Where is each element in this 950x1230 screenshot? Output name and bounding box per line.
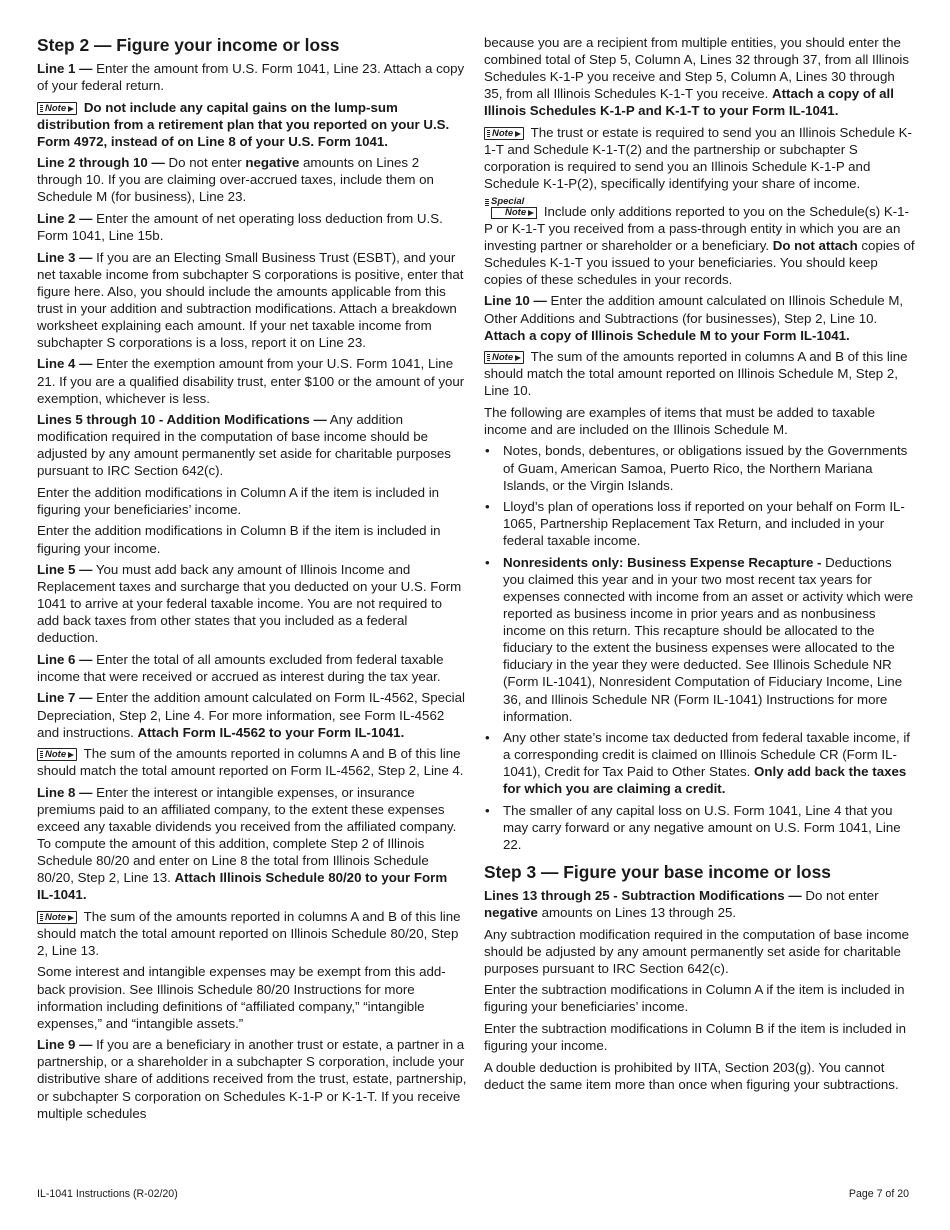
lines5-10-paragraph <box>37 411 467 479</box>
footer-page-number: Page 7 of 20 <box>848 1188 909 1200</box>
line3-paragraph <box>37 249 467 352</box>
line10-label: Line 10 — <box>484 293 547 309</box>
note-line10-text: The sum of the amounts reported in columns A and B of this line should match the total amount reported on Illinois Schedule M, Step 2, Line 10. <box>484 349 908 399</box>
special-note-icon-bottom: Note <box>491 208 537 219</box>
line9-continued <box>484 34 916 119</box>
right-column <box>484 34 916 1097</box>
line6-paragraph <box>37 651 467 685</box>
subtraction-adjust-paragraph: Any subtraction modification required in the computation of base income should be adjusted by any amount permanently set aside for charitable purposes pursuant to IRC Section 642(c). <box>484 926 910 976</box>
lines2-10-paragraph <box>37 154 467 205</box>
line7-attach: Attach Form IL-4562 to your Form IL-1041. <box>137 724 405 740</box>
list-item-bold: Only add back the taxes for which you are claiming a credit. <box>503 764 907 797</box>
line9-text: If you are a beneficiary in another trust or estate, a partner in a partnership, or a shareholder in a subchapter S corporation, include your distributive share of additions received from the trust, estate, partnership, or subchapter S corporation on Schedules K-1-P or K-1-T. If you receive multiple schedules <box>37 1037 467 1121</box>
line8-paragraph <box>37 784 467 904</box>
subtraction-column-b-paragraph: Enter the subtraction modifications in Column B if the item is included in figuring your income. <box>484 1020 907 1054</box>
special-note-bold: Do not attach <box>772 237 858 253</box>
line6-label: Line 6 — <box>37 651 93 667</box>
note-icon: Note <box>484 127 524 140</box>
line1-paragraph <box>37 60 467 94</box>
line1-text: Enter the amount from U.S. Form 1041, Line 23. Attach a copy of your federal return. <box>37 61 465 94</box>
lines2-10-text2: amounts on Lines 2 through 10. If you are claiming over-accrued taxes, include them on Schedule M (for business), Line 23. <box>37 155 434 205</box>
special-note <box>484 197 916 288</box>
line9-label: Line 9 — <box>37 1037 93 1053</box>
note-line10 <box>484 348 916 399</box>
line10-attach: Attach a copy of Illinois Schedule M to your Form IL-1041. <box>484 327 850 343</box>
line5-paragraph <box>37 561 467 646</box>
note-capital-gains-text: Do not include any capital gains on the lump-sum distribution from a retirement plan that you reported on your U.S. Form 4972, instead of on Line 8 of your U.S. Form 1041. <box>37 99 450 149</box>
left-column <box>37 34 467 1126</box>
line4-paragraph <box>37 355 467 406</box>
line6-text: Enter the total of all amounts excluded from federal taxable income that were received or accrued as interest during the tax year. <box>37 651 444 684</box>
line7-paragraph <box>37 689 467 740</box>
examples-intro: The following are examples of items that must be added to taxable income and are included on the Illinois Schedule M. <box>484 404 875 437</box>
list-item <box>484 729 916 797</box>
note-icon: Note <box>484 351 524 364</box>
lines13-25-text1: Do not enter <box>801 888 879 904</box>
line2-label: Line 2 — <box>37 210 93 226</box>
line7-label: Line 7 — <box>37 690 93 706</box>
line5-label: Line 5 — <box>37 562 93 578</box>
lines13-25-label: Lines 13 through 25 - Subtraction Modifications — <box>484 888 802 904</box>
line1-label: Line 1 — <box>37 61 93 76</box>
line7-text: Enter the addition amount calculated on Form IL-4562, Special Depreciation, Step 2, Line 4. For more information, see Form IL-4562 and instructions. <box>37 690 465 740</box>
line9-paragraph <box>37 1036 467 1121</box>
lines2-10-negative: negative <box>245 155 300 171</box>
special-note-text2: copies of Schedules K-1-T you issued to your beneficiaries. You should keep copies of these schedules in your records. <box>484 237 915 287</box>
lines13-25-negative: negative <box>484 905 538 921</box>
step2-heading: Step 2 — Figure your income or loss <box>37 35 340 55</box>
note-capital-gains <box>37 99 467 150</box>
line8-text: Enter the interest or intangible expenses, or insurance premiums paid to an affiliated company, to the extent these expenses exceed any taxable dividends you received from the affiliated company. To compute the amount of this addition, complete Step 2 of Illinois Schedule 80/20 and enter on Line 8 the total from Illinois Schedule 80/20, Step 2, Line 13. <box>37 784 457 886</box>
line5-text: You must add back any amount of Illinois Income and Replacement taxes and surcharge that you deducted on your U.S. Form 1041 to arrive at your federal taxable income. You are not required to add back taxes from other states that you included as a federal deduction. <box>37 562 462 646</box>
special-note-text1: Include only additions reported to you on the Schedule(s) K-1-P or K-1-T you received from a pass-through entity in which you are an investing partner or shareholder or a beneficiary. <box>484 203 909 253</box>
note-icon: Note <box>37 102 77 115</box>
line8-label: Line 8 — <box>37 784 93 800</box>
lines13-25-text2: amounts on Lines 13 through 25. <box>537 905 737 921</box>
list-item-text: Deductions you claimed this year and in your two most recent tax years for expenses connected with income from an asset or activity which were reported as business income in prior years and as nonbusiness income on this return. This recapture should be allocated to the fiduciary to the extent the business expenses were allocated to the fiduciary in the year they were deducted. See Illinois Schedule NR (Form IL-1041), Nonresident Computation of Fiduciary Income, Line 36, and Illinois Schedule NR (Form IL-1041) Instructions for more information. <box>503 554 914 724</box>
list-item-bold: Nonresidents only: Business Expense Recapture - <box>503 554 822 570</box>
addition-examples-list <box>484 442 916 853</box>
note-line7 <box>37 745 467 779</box>
line9-continued-text: because you are a recipient from multiple entities, you should enter the combined total of Step 5, Column A, Lines 32 through 37, from all Illinois Schedules K-1-P you receive and Step 5, Column A, Lines 30 through 35, from all Illinois Schedules K-1-T you receive. <box>484 35 910 102</box>
lines2-10-label: Line 2 through 10 — <box>37 155 165 171</box>
exempt-paragraph: Some interest and intangible expenses may be exempt from this add-back provision. See Illinois Schedule 80/20 Instructions for more information including definitions of “affiliated company,” “intangible expenses,” and “intangible assets.” <box>37 964 446 1031</box>
line4-label: Line 4 — <box>37 356 93 372</box>
note-line8-text: The sum of the amounts reported in columns A and B of this line should match the total amount reported on Illinois Schedule 80/20, Step 2, Line 13. <box>37 908 461 958</box>
list-item: • Lloyd’s plan of operations loss if reported on your behalf on Form IL-1065, Partnership Replacement Tax Return, and included in your federal taxable income. <box>484 498 916 549</box>
special-note-icon-top: Special <box>491 197 537 208</box>
lines5-10-label: Lines 5 through 10 - Addition Modifications — <box>37 412 327 428</box>
line8-attach: Attach Illinois Schedule 80/20 to your Form IL-1041. <box>37 870 448 903</box>
subtraction-column-a-paragraph: Enter the subtraction modifications in Column A if the item is included in figuring your beneficiaries’ income. <box>484 982 905 1015</box>
line3-label: Line 3 — <box>37 249 93 265</box>
line10-paragraph <box>484 292 916 343</box>
note-icon: Note <box>37 748 77 761</box>
lines13-25-paragraph <box>484 887 916 921</box>
note-icon: Note <box>37 911 77 924</box>
note-trust-estate <box>484 124 916 192</box>
list-item-text: Any other state’s income tax deducted from federal taxable income, if a corresponding credit is claimed on Illinois Schedule CR (Form IL-1041), Credit for Tax Paid to Other States. <box>503 730 911 780</box>
line4-text: Enter the exemption amount from your U.S. Form 1041, Line 21. If you are a qualified disability trust, enter $100 or the amount of your exemption, whichever is less. <box>37 356 465 406</box>
footer-form-id: IL-1041 Instructions (R-02/20) <box>37 1188 178 1200</box>
list-item: • The smaller of any capital loss on U.S. Form 1041, Line 4 that you may carry forward or any negative amount on U.S. Form 1041, Line 22. <box>484 802 916 853</box>
note-trust-text: The trust or estate is required to send you an Illinois Schedule K-1-T and Schedule K-1-T(2) and the partnership or subchapter S corporation is required to send you an Illinois Schedule K-1-P and Schedule K-1-P(2), specifically identifying your share of income. <box>484 124 912 192</box>
note-line7-text: The sum of the amounts reported in columns A and B of this line should match the total amount reported on Form IL-4562, Step 2, Line 4. <box>37 746 464 779</box>
lines5-10-text: Any addition modification required in the computation of base income should be adjusted by any amount permanently set aside for charitable purposes pursuant to IRC Section 642(c). <box>37 412 451 479</box>
list-item: • Notes, bonds, debentures, or obligations issued by the Governments of Guam, American Samoa, Puerto Rico, the Northern Mariana Islands, or the Virgin Islands. <box>484 442 916 493</box>
column-a-paragraph: Enter the addition modifications in Column A if the item is included in figuring your beneficiaries’ income. <box>37 484 440 517</box>
column-b-paragraph: Enter the addition modifications in Column B if the item is included in figuring your income. <box>37 523 441 556</box>
line2-paragraph <box>37 210 467 244</box>
note-line8 <box>37 908 467 959</box>
line10-text: Enter the addition amount calculated on Illinois Schedule M, Other Additions and Subtractions (for businesses), Step 2, Line 10. <box>484 293 904 326</box>
special-note-icon <box>484 197 537 219</box>
line9-attach: Attach a copy of all Illinois Schedules K-1-P and K-1-T to your Form IL-1041. <box>484 86 894 119</box>
line2-text: Enter the amount of net operating loss deduction from U.S. Form 1041, Line 15b. <box>37 210 443 244</box>
lines2-10-text1: Do not enter <box>164 155 246 171</box>
line3-text: If you are an Electing Small Business Trust (ESBT), and your net taxable income from subchapter S corporations is positive, enter that figure here. Also, you should include the amounts applicable from this trust in your addition and subtraction modifications. Attach a breakdown worksheet explaining each amount. If your net taxable income from subchapter S corporations is a loss, report it on Line 23. <box>37 249 464 350</box>
list-item <box>484 554 916 725</box>
double-deduction-paragraph: A double deduction is prohibited by IITA, Section 203(g). You cannot deduct the same item more than once when figuring your subtractions. <box>484 1059 899 1092</box>
step3-heading: Step 3 — Figure your base income or loss <box>484 862 831 883</box>
